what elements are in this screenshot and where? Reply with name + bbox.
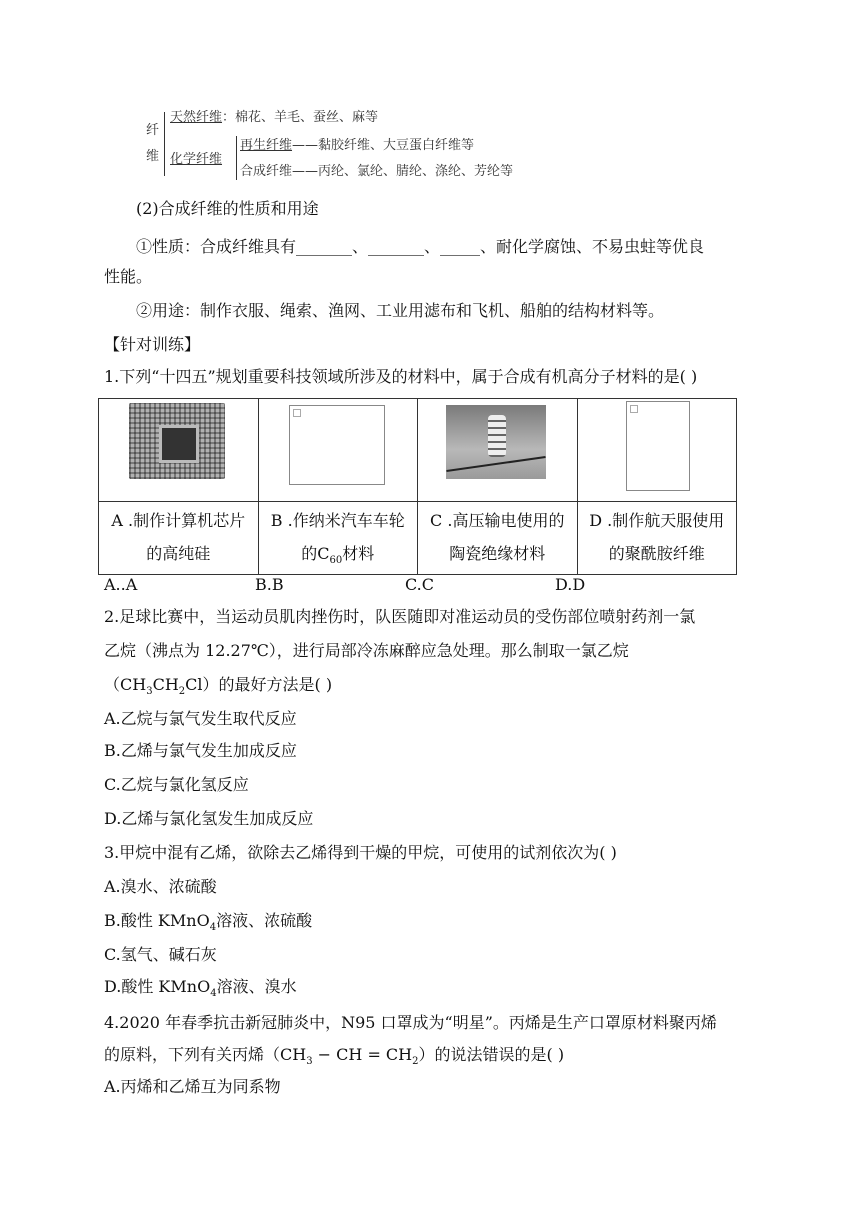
- q3-option-d[interactable]: D.酸性 KMnO$_4$溶液、溴水: [104, 977, 297, 1000]
- properties-line-1: ①性质：合成纤维具有_______、_______、_____、耐化学腐蚀、不易虫蛀等优良: [136, 237, 705, 256]
- q2-option-a[interactable]: A.乙烷与氯气发生取代反应: [104, 709, 297, 728]
- q1-stem: 1.下列“十四五”规划重要科技领域所涉及的材料中，属于合成有机高分子材料的是( ): [104, 367, 698, 386]
- q1-answer-b[interactable]: B.B: [255, 575, 284, 594]
- q4-stem-line1: 4.2020 年春季抗击新冠肺炎中，N95 口罩成为“明星”。丙烯是生产口罩原材料聚丙烯: [104, 1013, 717, 1032]
- natural-fiber-items: 棉花、羊毛、蚕丝、麻等: [235, 110, 379, 125]
- q2-option-b[interactable]: B.乙烯与氯气发生加成反应: [104, 741, 297, 760]
- fiber-brace: [164, 112, 165, 176]
- blank-figure-image: [289, 405, 385, 485]
- q3-option-b[interactable]: B.酸性 KMnO$_4$溶液、浓硫酸: [104, 911, 313, 934]
- synthetic-fiber-items: 丙纶、氯纶、腈纶、涤纶、芳纶等: [318, 164, 514, 179]
- q2-option-c[interactable]: C.乙烷与氯化氢反应: [104, 775, 249, 794]
- q1-c-line1: C .高压输电使用的: [430, 511, 565, 530]
- blank-figure-image: [626, 401, 690, 491]
- q3-stem: 3.甲烷中混有乙烯，欲除去乙烯得到干燥的甲烷，可使用的试剂依次为( ): [104, 843, 617, 862]
- q1-cell-c-image: [418, 399, 578, 502]
- q1-cell-b-image: [258, 399, 418, 502]
- synthetic-fiber-label: 合成纤维: [240, 164, 293, 179]
- q4-option-a[interactable]: A.丙烯和乙烯互为同系物: [104, 1077, 281, 1096]
- q1-cell-c-caption: [418, 502, 578, 575]
- q1-answer-a[interactable]: A..A: [104, 575, 138, 594]
- natural-fiber-row: 天然纤维：棉花、羊毛、蚕丝、麻等: [170, 110, 379, 125]
- q1-b-line1: B .作纳米汽车车轮: [270, 511, 405, 530]
- chemical-fiber-text: 化学纤维: [170, 152, 223, 167]
- q2-option-d[interactable]: D.乙烯与氯化氢发生加成反应: [104, 809, 314, 828]
- q1-cell-b-caption: [258, 502, 418, 575]
- q1-b-line2: 的$C_{60}$材料: [301, 544, 375, 567]
- q1-answer-c[interactable]: C.C: [405, 575, 434, 594]
- q1-answer-d[interactable]: D.D: [555, 575, 586, 594]
- fiber-root-text: 纤维: [146, 123, 160, 164]
- q3-option-a[interactable]: A.溴水、浓硫酸: [104, 877, 217, 896]
- computer-chip-image: [129, 403, 225, 479]
- section-heading: (2)合成纤维的性质和用途: [136, 199, 319, 218]
- chemical-brace: [236, 136, 237, 180]
- q1-d-line2: 的聚酰胺纤维: [608, 544, 705, 563]
- synthetic-fiber-row: [240, 160, 513, 179]
- q1-a-line1: A .制作计算机芯片: [111, 511, 246, 530]
- properties-line-2: 性能。: [104, 267, 153, 286]
- q3-option-c[interactable]: C.氢气、碱石灰: [104, 945, 217, 964]
- q4-stem-line2: 的原料，下列有关丙烯（$CH_3$ − CH = $CH_2$）的说法错误的是( ): [104, 1045, 565, 1068]
- regenerated-fiber-items: 黏胶纤维、大豆蛋白纤维等: [318, 138, 475, 153]
- q1-cell-a-image: [99, 399, 259, 502]
- ceramic-insulator-image: [446, 405, 546, 479]
- q2-stem-line3: $(CH_3CH_2Cl)$的最好方法是( ): [104, 675, 333, 698]
- training-heading: 【针对训练】: [104, 335, 201, 354]
- regenerated-fiber-label: 再生纤维: [240, 138, 293, 153]
- uses-line: ②用途：制作衣服、绳索、渔网、工业用滤布和飞机、船舶的结构材料等。: [136, 301, 665, 320]
- q1-cell-d-caption: [577, 502, 737, 575]
- q1-cell-a-caption: [99, 502, 259, 575]
- q2-stem-line2: 乙烷（沸点为 12.27℃），进行局部冷冻麻醉应急处理。那么制取一氯乙烷: [104, 641, 629, 660]
- chemical-fiber-label: [170, 148, 222, 167]
- q1-a-line2: 的高纯硅: [146, 544, 211, 563]
- regenerated-dash: ——: [292, 138, 319, 153]
- q1-c-line2: 陶瓷绝缘材料: [449, 544, 546, 563]
- synthetic-dash: ——: [292, 164, 319, 179]
- fiber-root-label: [146, 118, 160, 170]
- regenerated-fiber-row: [240, 134, 474, 153]
- q1-d-line1: D .制作航天服使用: [589, 511, 725, 530]
- q1-options-table: [98, 398, 737, 575]
- natural-fiber-label: 天然纤维: [170, 110, 223, 125]
- q1-cell-d-image: [577, 399, 737, 502]
- q2-stem-line1: 2.足球比赛中，当运动员肌肉挫伤时，队医随即对准运动员的受伤部位喷射药剂一氯: [104, 607, 696, 626]
